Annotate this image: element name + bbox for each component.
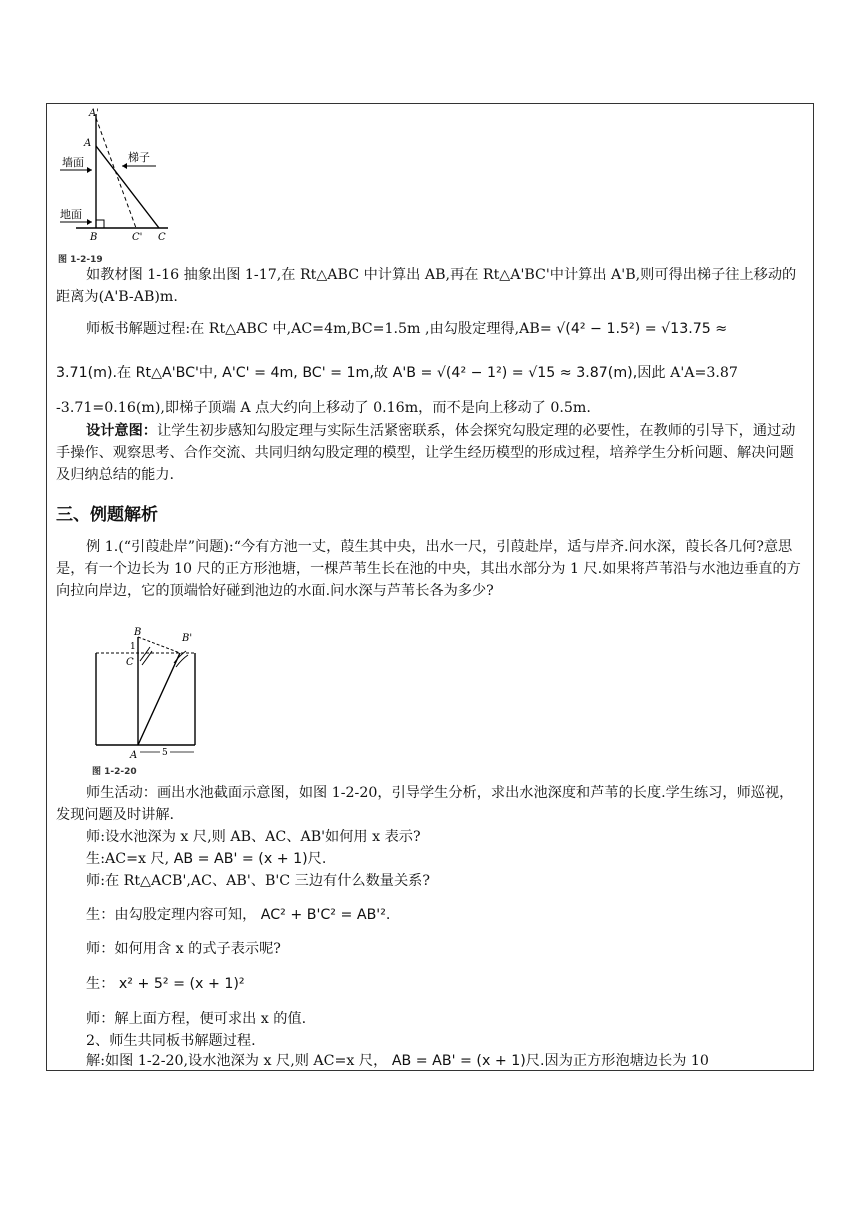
label-wall: 墙面	[62, 156, 84, 169]
dialog-line-2	[56, 848, 804, 870]
paragraph-board-1	[56, 318, 804, 340]
dialog-9-tail: 因为正方形泡塘边长为 10	[544, 1053, 709, 1069]
ladder-arrowhead	[122, 163, 127, 169]
paragraph-board-2	[56, 362, 804, 384]
dialog-6-text: 生：	[86, 976, 115, 992]
right-angle-mark	[96, 220, 104, 228]
dialog-line-9	[56, 1050, 804, 1072]
section-heading: 三、例题解析	[56, 505, 158, 525]
dialog-line-6	[56, 973, 804, 995]
paragraph-board-3: -3.71=0.16(m),即梯子顶端 A 点大约向上移动了 0.16m，而不是向上移动了 0.5m.	[56, 400, 591, 416]
figure1-caption: 图 1-2-19	[58, 255, 103, 265]
label-a: A	[130, 750, 138, 761]
label-b: B	[90, 232, 98, 243]
dialog-4-text: 生：由勾股定理内容可知，	[86, 907, 257, 923]
wall-arrowhead	[87, 167, 92, 173]
reed-leaf-left	[140, 647, 152, 665]
paragraph-design	[56, 420, 804, 486]
dialog-line-7: 师：解上面方程，便可求出 x 的值.	[86, 1011, 307, 1027]
reed-arc	[138, 637, 180, 653]
label-c: C	[126, 657, 134, 668]
figure-ladder	[56, 106, 176, 266]
ladder-moved-line	[96, 118, 136, 228]
dialog-2-text: 生:AC=x 尺,	[86, 851, 170, 867]
ground-arrowhead	[87, 219, 92, 225]
label-ladder: 梯子	[128, 151, 150, 164]
paragraph-activity: 师生活动：画出水池截面示意图，如图 1-2-20，引导学生分析，求出水池深度和芦苇的长度.学生练习，师巡视，发现问题及时讲解.	[56, 785, 794, 823]
paragraph-abstract: 如教材图 1-16 抽象出图 1-17,在 Rt△ABC 中计算出 AB,再在 Rt△A'BC'中计算出 A'B,则可得出梯子往上移动的距离为(A'B-AB)m.	[56, 267, 797, 305]
label-c: C	[158, 232, 166, 243]
figure-pond	[88, 625, 208, 765]
label-one: 1	[130, 642, 136, 652]
design-label: 设计意图：	[86, 423, 157, 439]
dialog-line-4	[56, 904, 804, 926]
label-b: B	[134, 627, 142, 638]
dialog-line-3: 师:在 Rt△ACB',AC、AB'、B'C 三边有什么数量关系?	[86, 873, 430, 889]
board-2-start: 3.71(m).在 Rt△A'BC'中,	[56, 365, 218, 381]
dialog-9-text: 解:如图 1-2-20,设水池深为 x 尺,则 AC=x 尺，	[86, 1053, 388, 1069]
label-a-prime: A'	[89, 108, 99, 119]
dialog-line-5: 师：如何用含 x 的式子表示呢?	[86, 941, 281, 957]
label-a: A	[84, 138, 92, 149]
figure2-caption: 图 1-2-20	[92, 767, 137, 777]
board-1-formula: √(4² − 1.5²) = √13.75 ≈	[556, 321, 728, 337]
dialog-2-formula: AB = AB' = (x + 1)尺.	[173, 851, 327, 867]
reed-slanted	[138, 653, 180, 745]
paragraph-example1: 例 1.(“引葭赴岸”问题):“今有方池一丈，葭生其中央，出水一尺，引葭赴岸，适与岸齐.问水深，葭长各几何?意思是，有一个边长为 10 尺的正方形池塘，一棵芦苇生长在池的中央，其出水部分为 1 尺.如果将芦苇沿与水池边垂直的方向拉向岸边，它的顶端恰好碰到池边的水面.问水深与芦苇长各为多少?	[56, 539, 801, 599]
board-2-gu: 故	[373, 365, 389, 381]
dialog-line-8: 2、师生共同板书解题过程.	[86, 1033, 256, 1049]
dialog-6-formula: x² + 5² = (x + 1)²	[118, 976, 245, 992]
dialog-line-1: 师:设水池深为 x 尺,则 AB、AC、AB'如何用 x 表示?	[86, 829, 421, 845]
dialog-9-formula: AB = AB' = (x + 1)尺.	[391, 1053, 545, 1069]
board-2-formula: A'C' = 4m, BC' = 1m,	[222, 365, 374, 381]
label-b-prime: B'	[182, 633, 193, 644]
label-c-prime: C'	[132, 232, 143, 243]
design-text: 让学生初步感知勾股定理与实际生活紧密联系，体会探究勾股定理的必要性，在教师的引导下，通过动手操作、观察思考、合作交流、共同归纳勾股定理的模型，让学生经历模型的形成过程，培养学生分析问题、解决问题及归纳总结的能力.	[56, 423, 796, 483]
dialog-4-formula: AC² + B'C² = AB'².	[260, 907, 391, 923]
label-five: 5	[162, 748, 168, 758]
board-2-formula2: A'B = √(4² − 1²) = √15 ≈ 3.87(m),	[392, 365, 638, 381]
board-2-end: 因此 A'A=3.87	[637, 365, 738, 381]
label-ground: 地面	[60, 208, 82, 221]
board-1-text: 师板书解题过程:在 Rt△ABC 中,AC=4m,BC=1.5m ,由勾股定理得,AB=	[86, 321, 552, 337]
